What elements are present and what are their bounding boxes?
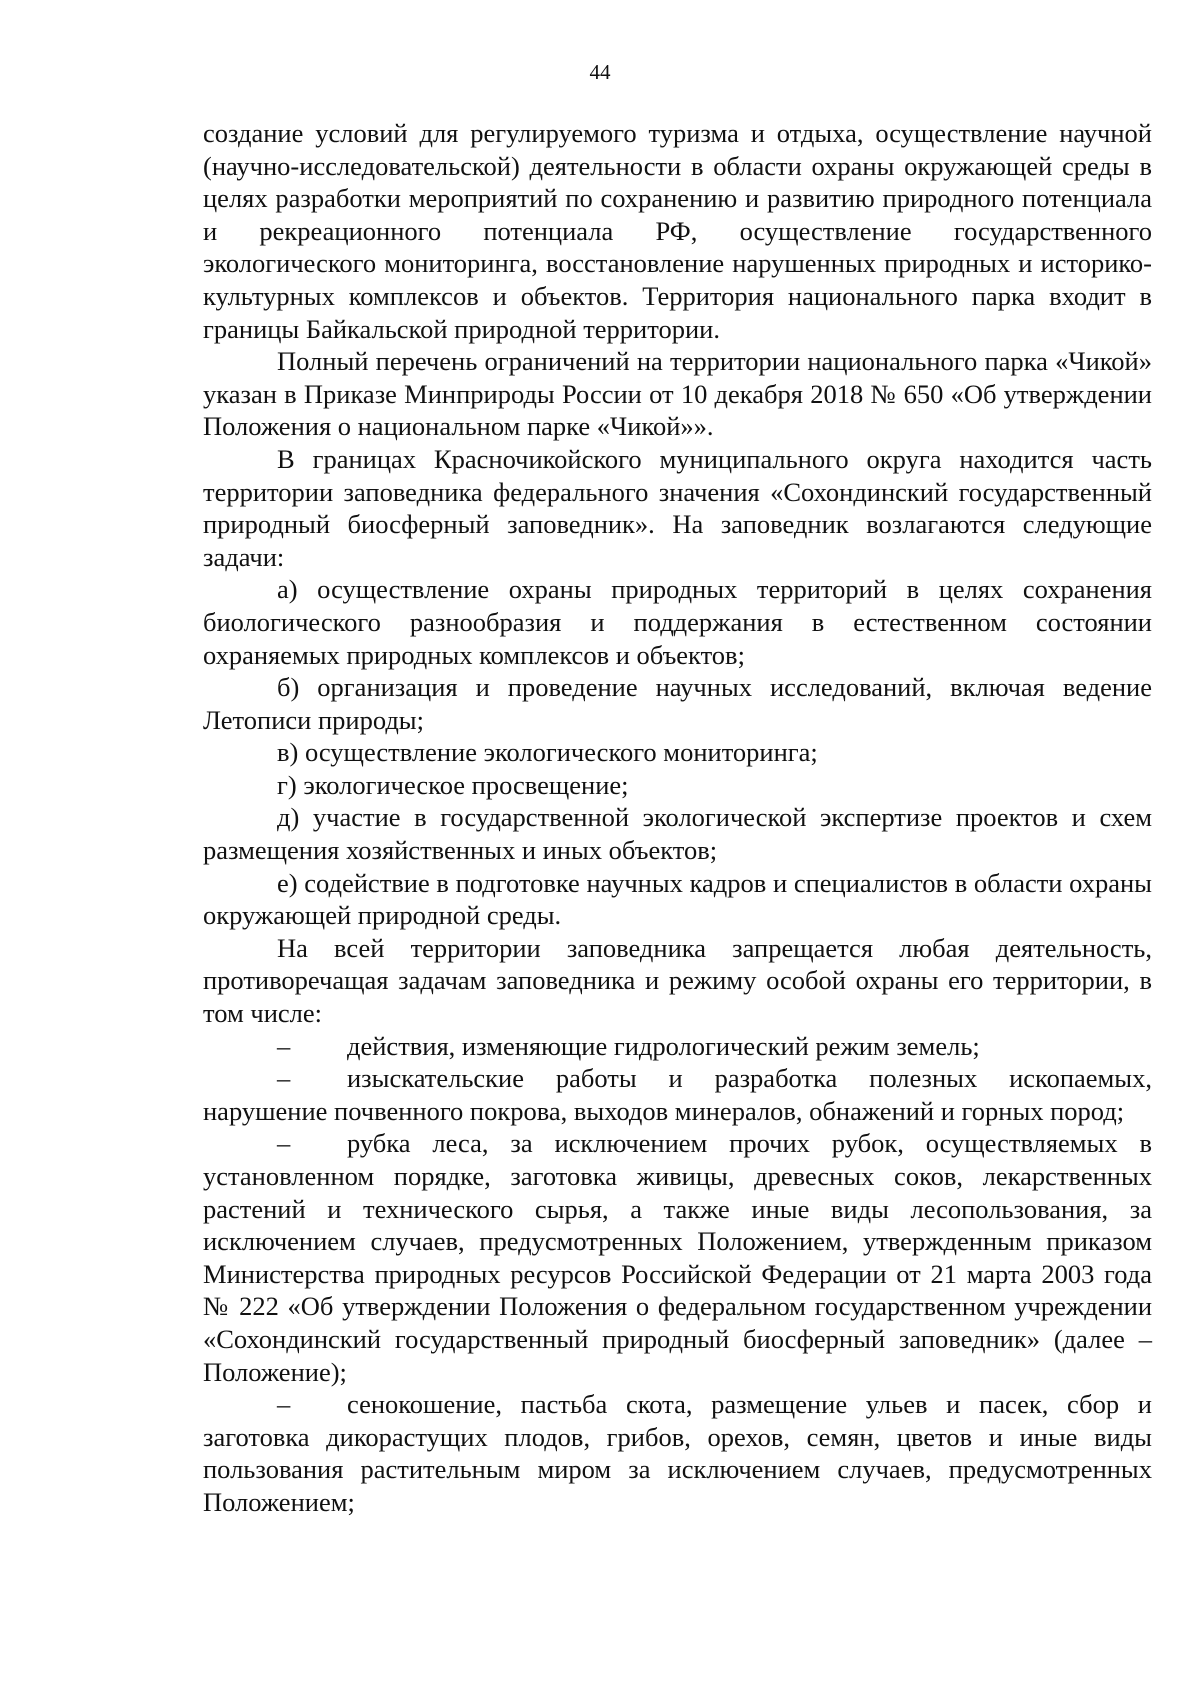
page-number: 44 bbox=[589, 60, 611, 84]
paragraph-restrictions-order: Полный перечень ограничений на территории национального парка «Чикой» указан в Приказе Минприроды России от 10 декабря 2018 № 650 «Об утверждении Положения о национальном парке «Чикой»». bbox=[203, 346, 1152, 442]
paragraph-reserve-intro: В границах Красночикойского муниципального округа находится часть территории заповедника федерального значения «Сохондинский государственный природный биосферный заповедник». На заповедник возлагаются следующие задачи: bbox=[203, 443, 1152, 572]
list-item-text: сенокошение, пастьба скота, размещение ульев и пасек, сбор и заготовка дикорастущих плодов, грибов, орехов, семян, цветов и иные виды пользования растительным миром за исключением случаев, предусмотренных Положением; bbox=[203, 1389, 1152, 1517]
list-item-text: рубка леса, за исключением прочих рубок, осуществляемых в установленном порядке, заготовка живицы, древесных соков, лекарственных растений и технического сырья, а также иные виды лесопользования, за исключением случаев, предусмотренных Положением, утвержденным приказом Министерства природных ресурсов Российской Федерации от 21 марта 2003 года № 222 «Об утверждении Положения о федеральном государственном учреждении «Сохондинский государственный природный биосферный заповедник» (далее – Положение); bbox=[203, 1128, 1152, 1387]
task-item-d: г) экологическое просвещение; bbox=[277, 769, 629, 800]
list-dash-marker: – bbox=[277, 1063, 291, 1094]
list-dash-marker: – bbox=[277, 1389, 291, 1420]
paragraph-park-purposes: создание условий для регулируемого туризма и отдыха, осуществление научной (научно-исследовательской) деятельности в области охраны окружающей среды в целях разработки мероприятий по сохранению и развитию природного потенциала и рекреационного потенциала РФ, осуществление государственного экологического мониторинга, восстановление нарушенных природных и историко-культурных комплексов и объектов. Территория национального парка входит в границы Байкальской природной территории. bbox=[203, 118, 1152, 344]
task-item-c: в) осуществление экологического мониторинга; bbox=[277, 737, 818, 768]
task-item-f: е) содействие в подготовке научных кадров и специалистов в области охраны окружающей природной среды. bbox=[203, 867, 1152, 931]
paragraph-prohibitions-intro: На всей территории заповедника запрещается любая деятельность, противоречащая задачам заповедника и режиму особой охраны его территории, в том числе: bbox=[203, 932, 1152, 1029]
prohibition-list-item bbox=[203, 1127, 1152, 1388]
page-body bbox=[203, 117, 1152, 1519]
task-item-a: а) осуществление охраны природных территорий в целях сохранения биологического разнообразия и поддержания в естественном состоянии охраняемых природных комплексов и объектов; bbox=[203, 574, 1152, 670]
task-item-e: д) участие в государственной экологической экспертизе проектов и схем размещения хозяйственных и иных объектов; bbox=[203, 802, 1152, 866]
prohibition-list-item bbox=[203, 1030, 1152, 1063]
list-dash-marker: – bbox=[277, 1030, 291, 1061]
list-dash-marker: – bbox=[277, 1128, 291, 1159]
list-item-text: изыскательские работы и разработка полезных ископаемых, нарушение почвенного покрова, выходов минералов, обнажений и горных пород; bbox=[203, 1063, 1152, 1126]
list-item-text: действия, изменяющие гидрологический режим земель; bbox=[347, 1030, 980, 1061]
prohibition-list-item bbox=[203, 1062, 1152, 1127]
task-item-b: б) организация и проведение научных исследований, включая ведение Летописи природы; bbox=[203, 672, 1152, 735]
prohibition-list-item bbox=[203, 1388, 1152, 1518]
